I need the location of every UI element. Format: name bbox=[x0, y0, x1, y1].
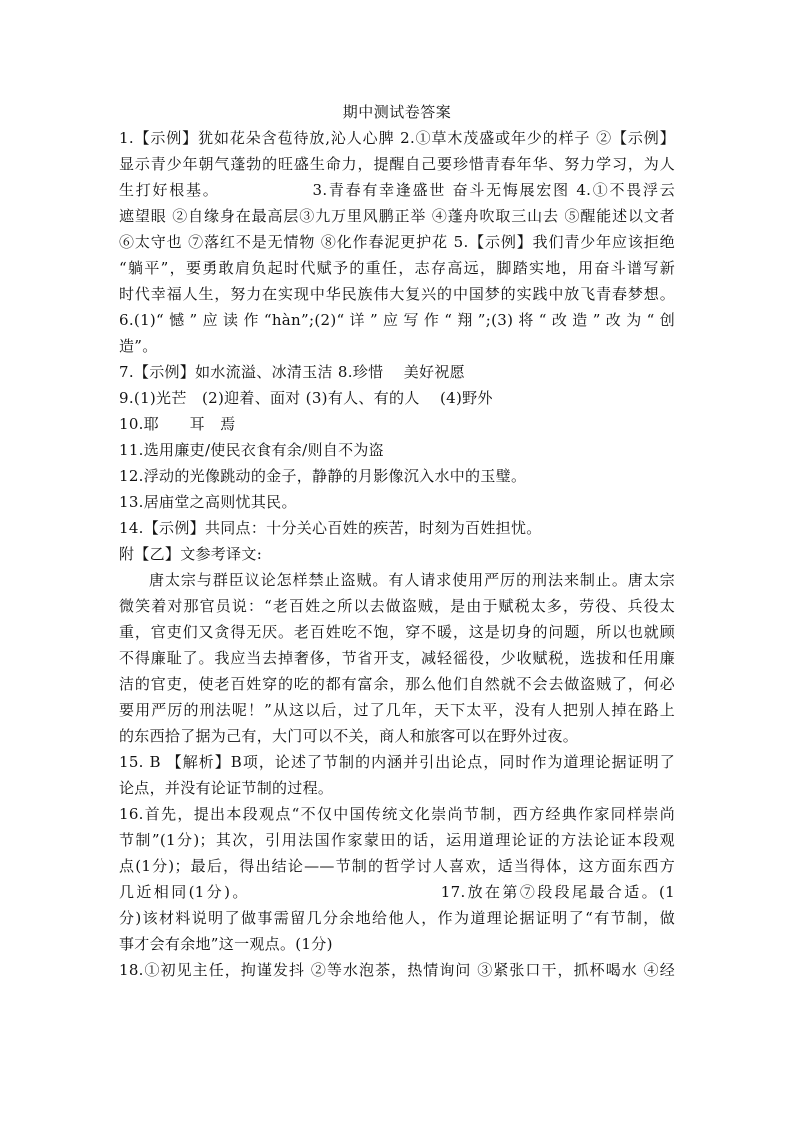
text-line: 6.(1)“憾”应读作“hàn”;(2)“详”应写作“翔”;(3)将“改造”改为“创 bbox=[119, 311, 675, 329]
text-line: 唐太宗与群臣议论怎样禁止盗贼。有人请求使用严厉的刑法来制止。唐太宗 bbox=[149, 571, 675, 589]
text-line: 15. B 【解析】B项，论述了节制的内涵并引出论点，同时作为道理论据证明了 bbox=[119, 753, 675, 771]
text-line: 12.浮动的光像跳动的金子，静静的月影像沉入水中的玉璧。 bbox=[119, 467, 527, 485]
text-line: 9.(1)光芒 (2)迎着、面对 (3)有人、有的人 (4)野外 bbox=[119, 389, 493, 407]
text-line: 的东西拾了据为己有，大门可以不关，商人和旅客可以在野外过夜。 bbox=[119, 727, 579, 745]
answer-text-body bbox=[119, 125, 675, 983]
text-line: 18.①初见主任，拘谨发抖 ②等水泡茶，热情询问 ③紧张口干，抓杯喝水 ④经 bbox=[119, 961, 675, 979]
text-line: 1.【示例】犹如花朵含苞待放,沁人心脾 2.①草木茂盛或年少的样子 ②【示例】 bbox=[119, 129, 675, 147]
text-line: 点(1分)；最后，得出结论——节制的哲学讨人喜欢，适当得体，这方面东西方 bbox=[119, 857, 675, 875]
text-line: 洁的官吏，使老百姓穿的吃的都有富余，那么他们自然就不会去做盗贼了，何必 bbox=[119, 675, 675, 693]
text-line: 论点，并没有论证节制的过程。 bbox=[119, 779, 334, 797]
text-line: 事才会有余地”这一观点。(1分) bbox=[119, 935, 333, 953]
text-line: 11.选用廉吏/使民衣食有余/则自不为盗 bbox=[119, 441, 384, 459]
text-line: 不得廉耻了。我应当去掉奢侈，节省开支，减轻徭役，少收赋税，选拔和任用廉 bbox=[119, 649, 675, 667]
text-line: 要用严厉的刑法呢！”从这以后，过了几年，天下太平，没有人把别人掉在路上 bbox=[119, 701, 675, 719]
text-line: 显示青少年朝气蓬勃的旺盛生命力，提醒自己要珍惜青春年华、努力学习，为人 bbox=[119, 155, 675, 173]
text-line: 7.【示例】如水流溢、冰清玉洁 8.珍惜 美好祝愿 bbox=[119, 363, 465, 381]
text-line: 几近相同(1分)。 17.放在第⑦段段尾最合适。(1 bbox=[119, 883, 675, 901]
text-line: 遮望眼 ②自缘身在最高层③九万里风鹏正举 ④蓬舟吹取三山去 ⑤醒能述以文者 bbox=[119, 207, 675, 225]
text-line: 13.居庙堂之高则忧其民。 bbox=[119, 493, 297, 511]
text-line: 16.首先，提出本段观点“不仅中国传统文化崇尚节制，西方经典作家同样崇尚 bbox=[119, 805, 675, 823]
text-line: 节制”(1分)；其次，引用法国作家蒙田的话，运用道理论证的方法论证本段观 bbox=[119, 831, 675, 849]
text-line: 重，官吏们又贪得无厌。老百姓吃不饱，穿不暖，这是切身的问题，所以也就顾 bbox=[119, 623, 675, 641]
text-line: 生打好根基。 3.青春有幸逢盛世 奋斗无悔展宏图 4.①不畏浮云 bbox=[119, 181, 675, 199]
text-line: 分)该材料说明了做事需留几分余地给他人，作为道理论据证明了“有节制，做 bbox=[119, 909, 675, 927]
page-title: 期中测试卷答案 bbox=[342, 103, 452, 121]
text-line: 10.耶 耳 焉 bbox=[119, 415, 236, 433]
text-line: 时代幸福人生，努力在实现中华民族伟大复兴的中国梦的实践中放飞青春梦想。 bbox=[119, 285, 675, 303]
text-line: “躺平”，要勇敢肩负起时代赋予的重任，志存高远，脚踏实地，用奋斗谱写新 bbox=[119, 259, 675, 277]
text-line: ⑥太守也 ⑦落红不是无情物 ⑧化作春泥更护花 5.【示例】我们青少年应该拒绝 bbox=[119, 233, 675, 251]
text-line: 造”。 bbox=[119, 337, 158, 355]
text-line: 14.【示例】共同点：十分关心百姓的疾苦，时刻为百姓担忧。 bbox=[119, 519, 542, 537]
text-line: 微笑着对那官员说：“老百姓之所以去做盗贼，是由于赋税太多，劳役、兵役太 bbox=[119, 597, 675, 615]
text-line: 附【乙】文参考译文: bbox=[119, 545, 263, 563]
